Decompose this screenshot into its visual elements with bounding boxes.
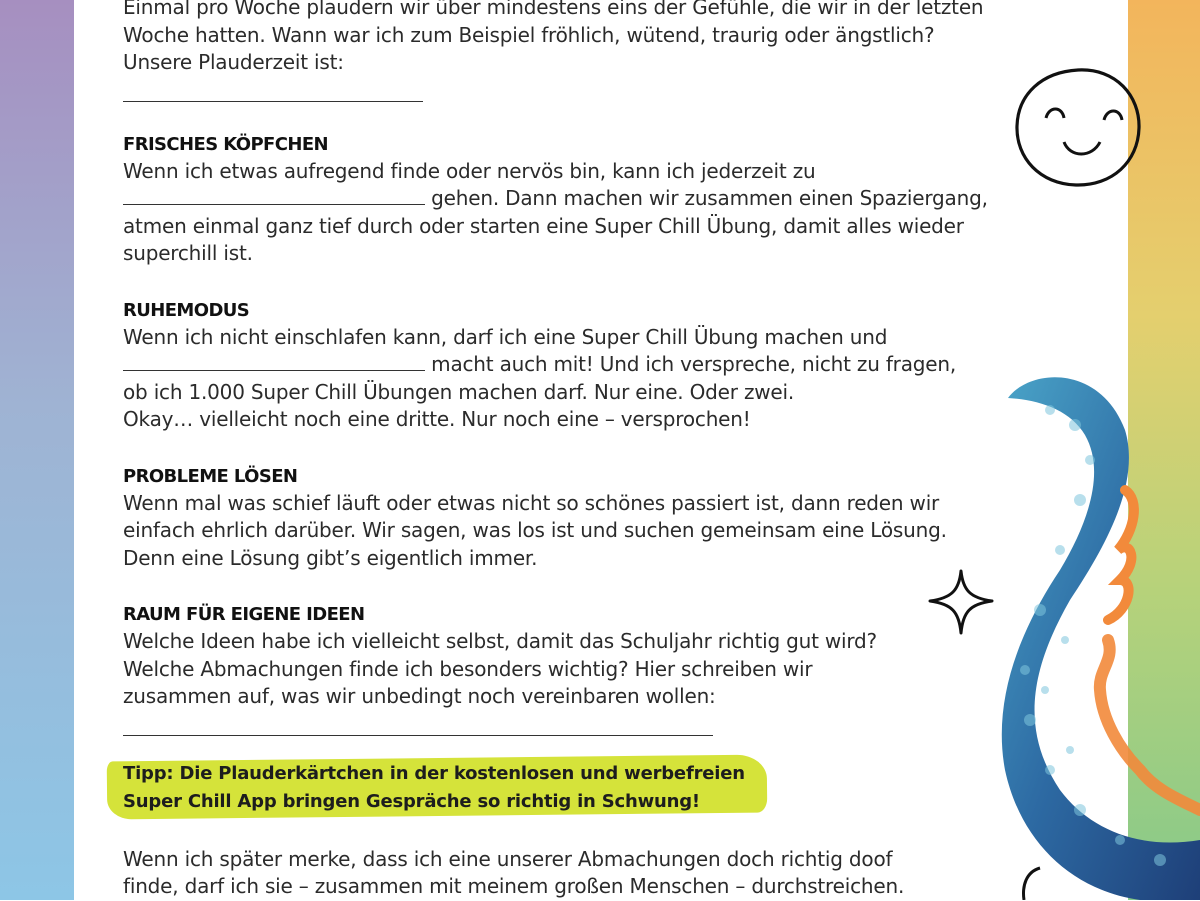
intro-line-1: Einmal pro Woche plaudern wir über mindestens eins der Gefühle, die wir in der letzten bbox=[123, 0, 984, 19]
section-title: RUHEMODUS bbox=[123, 299, 250, 321]
closing-paragraph bbox=[123, 846, 1023, 901]
closing-line-2: finde, darf ich sie – zusammen mit meinem großen Menschen – durchstreichen. bbox=[123, 874, 905, 898]
doodle-arc-icon bbox=[1016, 864, 1046, 900]
worksheet-content bbox=[123, 0, 1023, 901]
left-gradient-band bbox=[0, 0, 74, 900]
section-frisches-koepfchen bbox=[123, 131, 1023, 268]
ideas-blank-line[interactable] bbox=[123, 735, 713, 736]
section-title: RAUM FÜR EIGENE IDEEN bbox=[123, 604, 365, 625]
intro-line-2: Woche hatten. Wann war ich zum Beispiel fröhlich, wütend, traurig oder ängstlich? bbox=[123, 22, 935, 47]
section-line-with-blank: macht auch mit! Und ich verspreche, nicht zu fragen, bbox=[123, 351, 1023, 379]
section-ruhemodus bbox=[123, 297, 1023, 434]
section-line: Welche Ideen habe ich vielleicht selbst, damit das Schuljahr richtig gut wird? bbox=[123, 629, 877, 653]
section-line: einfach ehrlich darüber. Wir sagen, was los ist und suchen gemeinsam eine Lösung. bbox=[123, 518, 947, 542]
section-raum-fuer-eigene-ideen bbox=[123, 601, 1023, 736]
section-line: Wenn mal was schief läuft oder etwas nicht so schönes passiert ist, dann reden wir bbox=[123, 490, 940, 515]
section-line: Wenn ich etwas aufregend finde oder nervös bin, kann ich jederzeit zu bbox=[123, 158, 816, 183]
tip-callout bbox=[123, 758, 755, 820]
section-line-with-blank: gehen. Dann machen wir zusammen einen Spaziergang, bbox=[123, 185, 1023, 213]
sparkle-star-icon bbox=[926, 568, 996, 636]
section-line: ob ich 1.000 Super Chill Übungen machen darf. Nur eine. Oder zwei. bbox=[123, 379, 795, 404]
section-probleme-loesen bbox=[123, 463, 1023, 573]
section-line: Okay… vielleicht noch eine dritte. Nur noch eine – versprochen! bbox=[123, 407, 751, 431]
section-line: Wenn ich nicht einschlafen kann, darf ich eine Super Chill Übung machen und bbox=[123, 324, 888, 349]
smiley-doodle-icon bbox=[1012, 66, 1144, 190]
intro-line-3: Unsere Plauderzeit ist: bbox=[123, 50, 344, 74]
section-title: PROBLEME LÖSEN bbox=[123, 465, 298, 487]
tip-line-1: Tipp: Die Plauderkärtchen in der kostenlosen und werbefreien bbox=[123, 762, 745, 784]
section-line: Welche Abmachungen finde ich besonders wichtig? Hier schreiben wir bbox=[123, 656, 813, 681]
fill-in-blank-line[interactable] bbox=[123, 352, 425, 371]
tip-line-2: Super Chill App bringen Gespräche so richtig in Schwung! bbox=[123, 790, 700, 812]
section-line: Denn eine Lösung gibt’s eigentlich immer. bbox=[123, 545, 538, 570]
section-line: zusammen auf, was wir unbedingt noch vereinbaren wollen: bbox=[123, 684, 716, 708]
section-line: atmen einmal ganz tief durch oder starten eine Super Chill Übung, damit alles wieder bbox=[123, 213, 964, 238]
plauderzeit-blank-line[interactable] bbox=[123, 101, 423, 102]
section-title: FRISCHES KÖPFCHEN bbox=[123, 133, 328, 155]
fill-in-blank-line[interactable] bbox=[123, 186, 425, 205]
section-line: superchill ist. bbox=[123, 241, 253, 265]
blue-tentacle-illustration-icon bbox=[990, 370, 1200, 900]
closing-line-1: Wenn ich später merke, dass ich eine unserer Abmachungen doch richtig doof bbox=[123, 846, 893, 871]
